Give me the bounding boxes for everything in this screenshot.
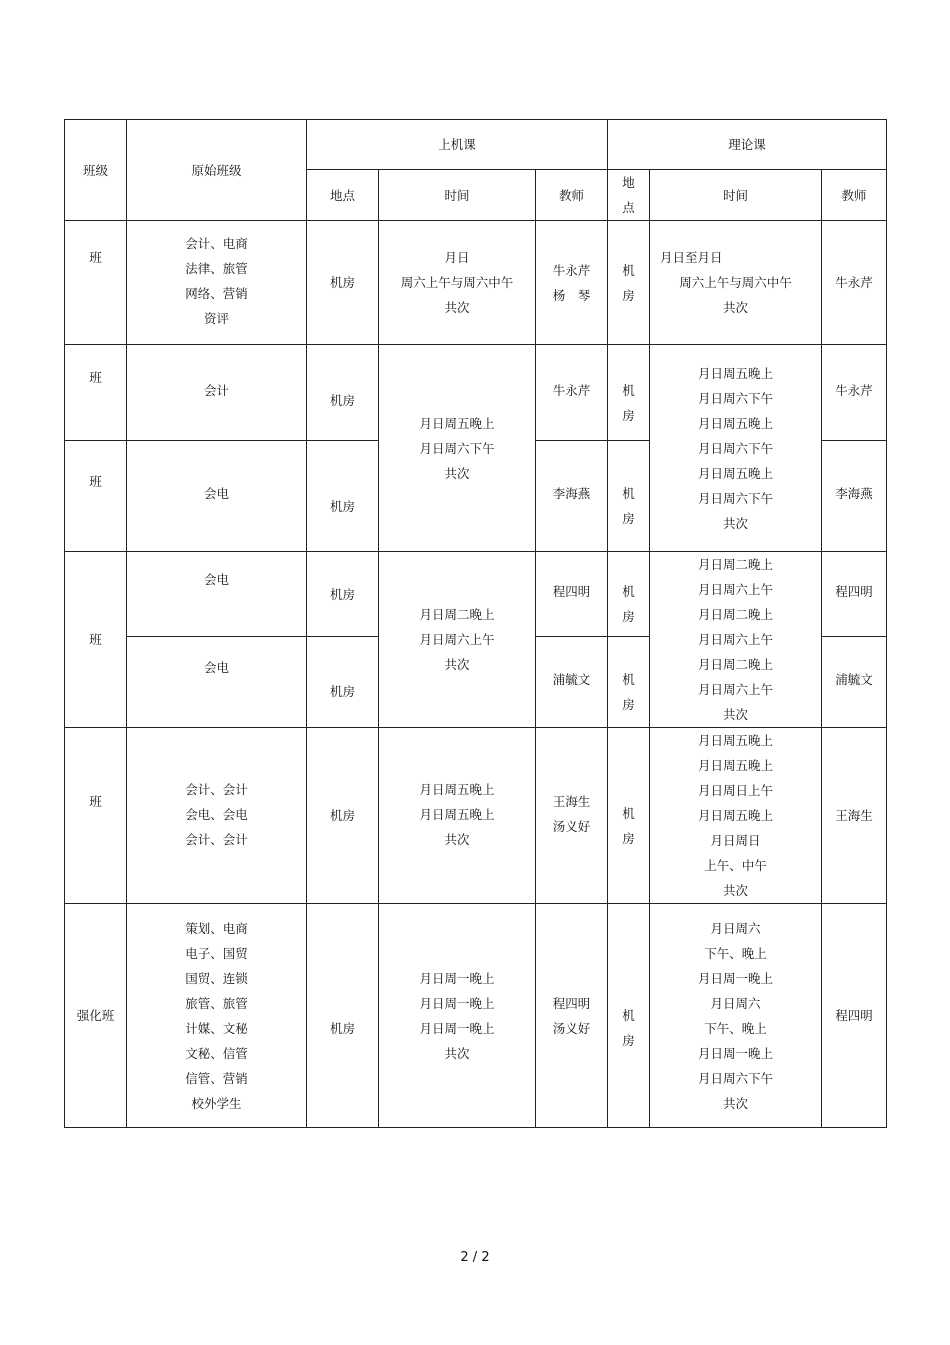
cell-lab-location: 机房 [307,904,379,1128]
cell-class: 强化班 [65,904,127,1128]
header-lab-teacher: 教师 [536,170,608,221]
cell-lab-location: 机房 [307,441,379,552]
cell-original-class: 会计 [127,345,307,441]
cell-theory-location: 机 房 [608,637,650,728]
cell-lab-location: 机房 [307,728,379,904]
cell-lab-teacher: 程四明 汤义好 [536,904,608,1128]
cell-class: 班 [65,345,127,441]
cell-theory-location: 机 房 [608,552,650,637]
header-lab-course: 上机课 [307,120,608,170]
cell-theory-teacher: 李海燕 [822,441,887,552]
cell-lab-time-merged: 月日周五晚上 月日周六下午 共次 [379,345,536,552]
header-lab-location: 地点 [307,170,379,221]
cell-class: 班 [65,728,127,904]
cell-theory-time: 月日至月日 周六上午与周六中午 共次 [650,221,822,345]
cell-class: 班 [65,221,127,345]
cell-theory-teacher: 王海生 [822,728,887,904]
cell-lab-teacher: 牛永芹 杨 琴 [536,221,608,345]
cell-original-class: 会电 [127,552,307,637]
cell-theory-location: 机 房 [608,221,650,345]
cell-lab-teacher: 程四明 [536,552,608,637]
cell-theory-time-merged: 月日周五晚上 月日周六下午 月日周五晚上 月日周六下午 月日周五晚上 月日周六下午 共次 [650,345,822,552]
cell-theory-teacher: 程四明 [822,552,887,637]
cell-original-class: 会电 [127,441,307,552]
schedule-table [64,119,887,1128]
cell-lab-location: 机房 [307,637,379,728]
header-theory-teacher: 教师 [822,170,887,221]
cell-theory-time: 月日周六 下午、晚上 月日周一晚上 月日周六 下午、晚上 月日周一晚上 月日周六下午 共次 [650,904,822,1128]
header-theory-location: 地 点 [608,170,650,221]
cell-theory-location: 机 房 [608,904,650,1128]
cell-lab-time: 月日 周六上午与周六中午 共次 [379,221,536,345]
header-lab-time: 时间 [379,170,536,221]
cell-theory-location: 机 房 [608,441,650,552]
cell-lab-location: 机房 [307,221,379,345]
cell-original-class: 策划、电商 电子、国贸 国贸、连锁 旅管、旅管 计媒、文秘 文秘、信管 信管、营销 校外学生 [127,904,307,1128]
cell-class: 班 [65,552,127,728]
cell-lab-time: 月日周五晚上 月日周五晚上 共次 [379,728,536,904]
cell-theory-teacher: 浦毓文 [822,637,887,728]
cell-lab-location: 机房 [307,552,379,637]
cell-original-class: 会计、会计 会电、会电 会计、会计 [127,728,307,904]
cell-theory-teacher: 程四明 [822,904,887,1128]
cell-lab-location: 机房 [307,345,379,441]
cell-theory-teacher: 牛永芹 [822,345,887,441]
cell-lab-teacher: 浦毓文 [536,637,608,728]
cell-theory-teacher: 牛永芹 [822,221,887,345]
header-original-class: 原始班级 [127,120,307,221]
cell-theory-time-merged: 月日周二晚上 月日周六上午 月日周二晚上 月日周六上午 月日周二晚上 月日周六上午 共次 [650,552,822,728]
cell-original-class: 会电 [127,637,307,728]
page-number: 2 / 2 [460,1250,490,1265]
cell-lab-teacher: 李海燕 [536,441,608,552]
cell-original-class: 会计、电商 法律、旅管 网络、营销 资评 [127,221,307,345]
cell-class: 班 [65,441,127,552]
cell-lab-teacher: 牛永芹 [536,345,608,441]
header-theory-time: 时间 [650,170,822,221]
cell-lab-teacher: 王海生 汤义好 [536,728,608,904]
cell-lab-time: 月日周一晚上 月日周一晚上 月日周一晚上 共次 [379,904,536,1128]
cell-lab-time-merged: 月日周二晚上 月日周六上午 共次 [379,552,536,728]
cell-theory-location: 机 房 [608,728,650,904]
cell-theory-time: 月日周五晚上 月日周五晚上 月日周日上午 月日周五晚上 月日周日 上午、中午 共次 [650,728,822,904]
header-theory-course: 理论课 [608,120,887,170]
header-class: 班级 [65,120,127,221]
cell-theory-location: 机 房 [608,345,650,441]
